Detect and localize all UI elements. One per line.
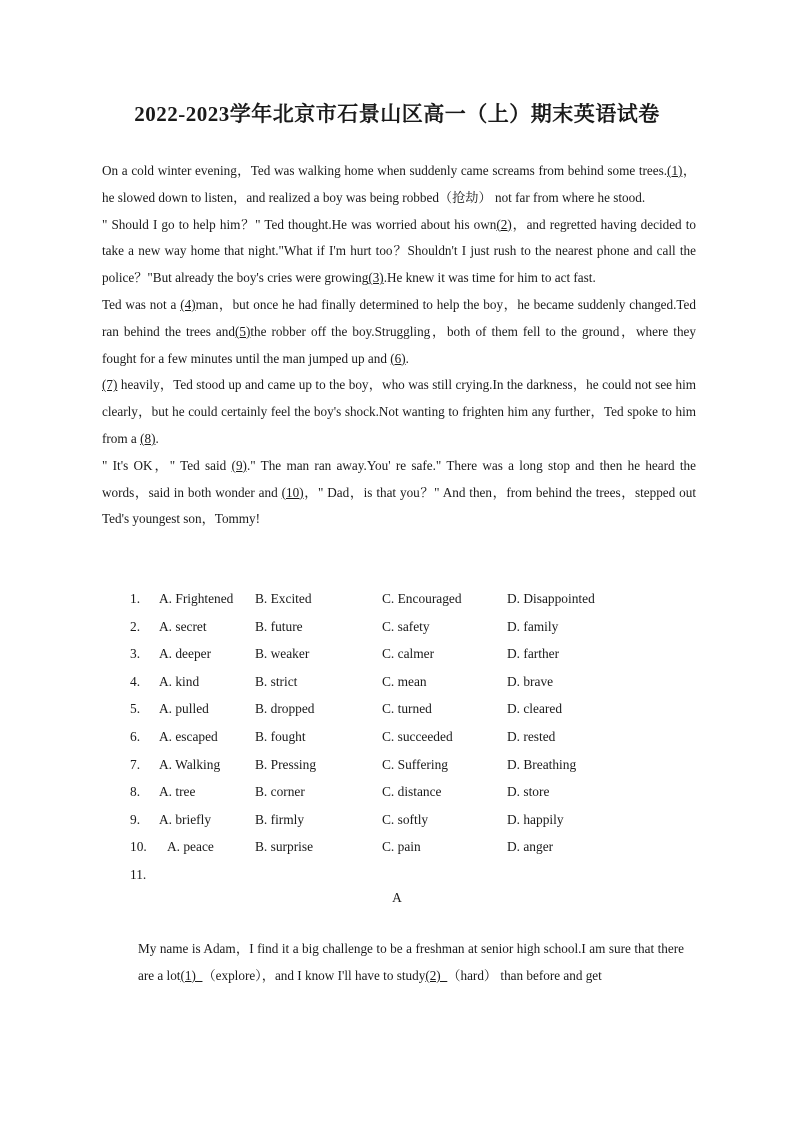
option-a: A. kind (159, 673, 200, 689)
text: ，and regretted having decided to take a new way home that night."What if I'm hurt too？Shouldn't I just rush to the nearest phone and call the police？"But already the boy's cries were growing (102, 216, 696, 286)
question-number: 11. (130, 866, 147, 882)
option-d: D. Disappointed (507, 591, 595, 606)
option-c: C. Encouraged (382, 591, 462, 606)
cloze-passage (102, 158, 696, 533)
blank-5: (5) (234, 323, 251, 339)
text: On a cold winter evening，Ted was walking home when suddenly came screams from behind some trees. (102, 163, 668, 178)
option-a: A. deeper (159, 646, 212, 662)
grammar-passage (138, 936, 684, 990)
blank-6: (6) (390, 350, 406, 366)
text: man，but once he had finally determined to help the boy，he became suddenly changed.Ted ran behind the trees and (102, 296, 697, 339)
option-c: C. mean (382, 673, 427, 689)
question-options (130, 585, 690, 889)
question-row (130, 778, 690, 806)
text: Ted was not a (102, 296, 177, 312)
text: . (155, 430, 159, 446)
text: ，" Dad，is that you？" And then，from behind the trees，stepped out Ted's youngest son，Tommy! (102, 484, 697, 527)
option-b: B. Excited (255, 591, 312, 606)
question-number: 3. (130, 646, 141, 662)
option-d: D. Breathing (507, 756, 577, 772)
blank-1: (1) (667, 163, 683, 178)
text: （explore），and I know I'll have to study (202, 967, 426, 983)
blank-2: (2) (425, 967, 448, 983)
option-d: D. rested (507, 728, 556, 744)
option-b: B. weaker (255, 646, 310, 662)
text: （hard） than before and get (447, 967, 602, 983)
question-row (130, 806, 690, 834)
text: My name is Adam，I find it a big challenge to be a freshman at senior high school.I am sure that there are a lot (138, 941, 684, 983)
question-number: 4. (130, 673, 141, 689)
question-number: 9. (130, 811, 141, 827)
option-c: C. succeeded (382, 728, 453, 744)
blank-10: (10) (281, 484, 304, 500)
paragraph (138, 936, 684, 990)
paragraph-5 (102, 453, 696, 533)
section-label: A (392, 890, 402, 905)
question-number: 1. (130, 591, 141, 606)
question-number: 8. (130, 784, 141, 800)
text: .He knew it was time for him to act fast. (383, 270, 596, 286)
option-a: A. peace (167, 839, 214, 855)
blank-3: (3) (368, 270, 384, 286)
option-d: D. brave (507, 673, 554, 689)
option-c: C. calmer (382, 646, 435, 662)
option-b: B. firmly (255, 811, 305, 827)
paragraph-2 (102, 212, 696, 292)
option-b: B. corner (255, 784, 305, 800)
question-row (130, 668, 690, 696)
question-row (130, 751, 690, 779)
text: ." The man ran away.You' re safe." There was a long stop and then he heard the words，said in both wonder and (102, 457, 697, 500)
question-row (130, 695, 690, 723)
question-row (130, 585, 690, 613)
question-row (130, 833, 690, 861)
blank-7: (7) (102, 377, 118, 393)
option-c: C. softly (382, 811, 429, 827)
option-d: D. happily (507, 811, 564, 827)
question-row (130, 861, 690, 889)
question-row (130, 640, 690, 668)
option-b: B. Pressing (255, 756, 317, 772)
option-b: B. future (255, 618, 303, 634)
paragraph-4 (102, 372, 696, 452)
option-b: B. strict (255, 673, 298, 689)
option-c: C. safety (382, 618, 430, 634)
option-d: D. store (507, 784, 550, 800)
text: the robber off the boy.Struggling，both of them fell to the ground，where they fought for a few minutes until the man jumped up and (102, 323, 696, 366)
option-a: A. briefly (159, 811, 212, 827)
blank-4: (4) (180, 296, 196, 312)
option-c: C. Suffering (382, 756, 448, 772)
option-a: A. escaped (159, 728, 218, 744)
option-d: D. cleared (507, 701, 563, 717)
blank-1: (1) (180, 967, 203, 983)
option-c: C. distance (382, 784, 442, 800)
option-d: D. family (507, 618, 559, 634)
question-row (130, 613, 690, 641)
question-row (130, 723, 690, 751)
option-d: D. farther (507, 646, 560, 662)
question-number: 6. (130, 728, 141, 744)
question-number: 2. (130, 618, 141, 634)
option-a: A. tree (159, 784, 196, 800)
option-a: A. secret (159, 618, 207, 634)
text: ， he slowed down to listen，and realized a boy was being robbed（抢劫） not far from where he stood. (102, 163, 697, 205)
option-b: B. dropped (255, 701, 315, 717)
option-d: D. anger (507, 839, 554, 855)
option-a: A. Walking (159, 756, 221, 772)
page-title: 2022-2023学年北京市石景山区高一（上）期末英语试卷 (134, 102, 660, 126)
option-c: C. pain (382, 839, 421, 855)
blank-2: (2) (496, 216, 512, 232)
option-b: B. surprise (255, 839, 314, 855)
option-b: B. fought (255, 728, 306, 744)
paragraph-3 (102, 292, 696, 372)
text: " Should I go to help him？" Ted thought.He was worried about his own (102, 216, 497, 232)
text: " It's OK，" Ted said (102, 457, 227, 473)
question-number: 5. (130, 701, 141, 717)
option-a: A. Frightened (159, 591, 234, 606)
paragraph-1 (102, 158, 696, 212)
question-number: 10. (130, 839, 147, 855)
question-number: 7. (130, 756, 141, 772)
text: . (405, 350, 409, 366)
option-a: A. pulled (159, 701, 209, 717)
blank-9: (9) (231, 457, 247, 473)
option-c: C. turned (382, 701, 432, 717)
text: heavily，Ted stood up and came up to the boy，who was still crying.In the darkness，he could not see him clearly，but he could certainly feel the boy's shock.Not wanting to frighten him any further，Ted spoke to him from a (102, 377, 697, 446)
blank-8: (8) (140, 430, 156, 446)
